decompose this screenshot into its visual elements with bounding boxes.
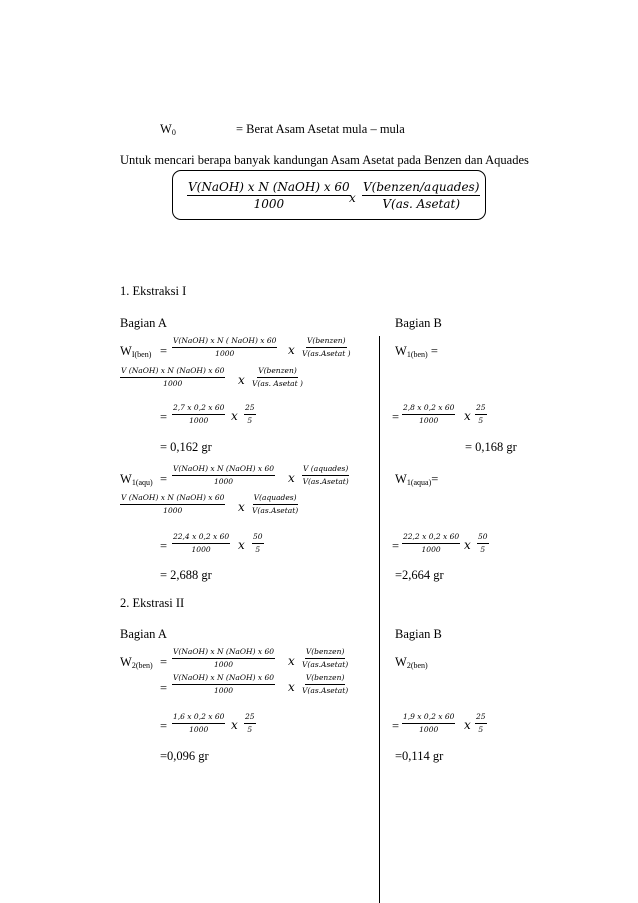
b-w1aq-result: =2,664 gr <box>395 568 444 582</box>
times-op: x <box>238 500 245 514</box>
main-op: x <box>349 191 356 205</box>
w2ben-calc-ratio: $\frac{25}{5}$ <box>245 712 255 734</box>
w1ben-calc-ratio: $\frac{25}{5}$ <box>245 403 255 425</box>
w1aq-calc: $\frac{22,4 x 0,2 x 60}{1000}$ <box>173 532 230 554</box>
b-w2ben-calc: $\frac{1,9 x 0,2 x 60}{1000}$ <box>403 712 455 734</box>
equals-sign: = <box>160 655 168 669</box>
times-op: x <box>238 538 245 552</box>
times-op: x <box>288 680 295 694</box>
times-op: x <box>288 471 295 485</box>
w1aq2-ratio: V(aquades) V(as.Asetat) <box>252 493 299 515</box>
s2-bagian-b: Bagian B <box>395 627 442 641</box>
w1ben-result: = 0,162 gr <box>160 440 212 454</box>
equals-sign: = <box>392 719 400 733</box>
w0-label: $W_0$ <box>160 122 176 137</box>
s1-bagian-b: Bagian B <box>395 316 442 330</box>
w1aq-fraction: V(NaOH) x N (NaOH) x 60 1000 <box>173 464 275 486</box>
w1ben-fraction: V(NaOH) x N ( NaOH) x 60 1000 <box>173 336 277 358</box>
equals-sign: = <box>392 539 400 553</box>
w2ben2-ratio: V(benzen) V(as.Asetat) <box>302 673 349 695</box>
b-w1aq-calc: $\frac{22,2 x 0,2 x 60}{1000}$ <box>403 532 460 554</box>
equals-sign: = <box>160 539 168 553</box>
w1ben2-fraction: V (NaOH) x N (NaOH) x 60 1000 <box>121 366 225 388</box>
w1ben-calc: $\frac{2,7 x 0,2 x 60}{1000}$ <box>173 403 225 425</box>
w2ben-fraction: V(NaOH) x N (NaOH) x 60 1000 <box>173 647 275 669</box>
w2ben-result: =0,096 gr <box>160 749 209 763</box>
b-w1aq-calc-ratio: $\frac{50}{5}$ <box>478 532 488 554</box>
equals-sign: = <box>160 344 168 358</box>
intro-text: Untuk mencari berapa banyak kandungan Asam Asetat pada Benzen dan Aquades <box>120 153 529 167</box>
w1aq-ratio: V (aquades) V(as.Asetat) <box>302 464 349 486</box>
times-op: x <box>231 718 238 732</box>
w1aq-result: = 2,688 gr <box>160 568 212 582</box>
times-op: x <box>231 409 238 423</box>
w2ben-ratio: V(benzen) V(as.Asetat) <box>302 647 349 669</box>
section2-title: 2. Ekstrasi II <box>120 596 185 610</box>
w1aq2-fraction: V (NaOH) x N (NaOH) x 60 1000 <box>121 493 225 515</box>
s2-bagian-a: Bagian A <box>120 627 167 641</box>
times-op: x <box>238 373 245 387</box>
b-w1ben-calc-ratio: $\frac{25}{5}$ <box>476 403 486 425</box>
w2ben-calc: $\frac{1,6 x 0,2 x 60}{1000}$ <box>173 712 225 734</box>
w1aq-label: $W_{1(aqu)}$ <box>120 472 153 487</box>
w1ben-label: $W_{I(ben)}$ <box>120 344 152 359</box>
w1aq-calc-ratio: $\frac{50}{5}$ <box>253 532 263 554</box>
equals-sign: = <box>160 472 168 486</box>
b-w1ben-label: $W_{1(ben)}$ = <box>395 344 438 359</box>
main-fraction-right: V(benzen/aquades) V(as. Asetat) <box>363 180 480 211</box>
w0-definition: = Berat Asam Asetat mula – mula <box>236 122 405 136</box>
times-op: x <box>464 538 471 552</box>
times-op: x <box>288 654 295 668</box>
equals-sign: = <box>160 681 168 695</box>
b-w1ben-result: = 0,168 gr <box>465 440 517 454</box>
w2ben2-fraction: V(NaOH) x N (NaOH) x 60 1000 <box>173 673 275 695</box>
b-w1aq-label: $W_{1(aqua)}=$ <box>395 472 439 487</box>
section1-title: 1. Ekstraksi I <box>120 284 187 298</box>
b-w1ben-calc: $\frac{2,8 x 0,2 x 60}{1000}$ <box>403 403 455 425</box>
equals-sign: = <box>392 410 400 424</box>
equals-sign: = <box>160 410 168 424</box>
main-fraction-left: V(NaOH) x N (NaOH) x 60 1000 <box>188 180 350 211</box>
w2ben-label: $W_{2(ben)}$ <box>120 655 153 670</box>
s1-bagian-a: Bagian A <box>120 316 167 330</box>
times-op: x <box>288 343 295 357</box>
w1ben2-ratio: V(benzen) V(as. Asetat ) <box>252 366 303 388</box>
equals-sign: = <box>160 719 168 733</box>
times-op: x <box>464 409 471 423</box>
b-w2ben-label: $W_{2(ben)}$ <box>395 655 428 670</box>
b-w2ben-calc-ratio: $\frac{25}{5}$ <box>476 712 486 734</box>
b-w2ben-result: =0,114 gr <box>395 749 444 763</box>
column-divider <box>379 336 380 903</box>
times-op: x <box>464 718 471 732</box>
w1ben-ratio: V(benzen) V(as.Asetat ) <box>302 336 351 358</box>
